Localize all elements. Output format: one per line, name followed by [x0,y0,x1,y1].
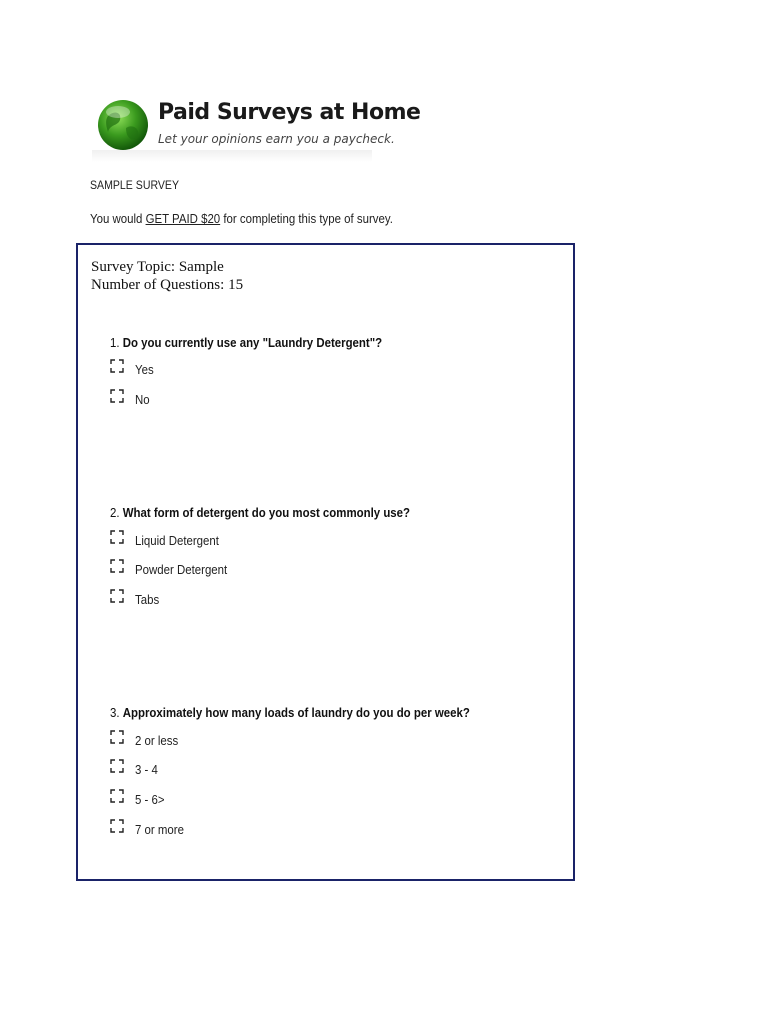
option-label: 3 - 4 [135,762,158,777]
option-label: Tabs [135,592,160,607]
option-label: Liquid Detergent [135,533,219,548]
question-number: 2. [110,505,120,520]
intro-emphasis: GET PAID $20 [145,211,221,226]
checkbox-icon[interactable] [110,819,124,833]
checkbox-icon[interactable] [110,559,124,573]
checkbox-icon[interactable] [110,730,124,744]
intro-before: You would [90,211,146,226]
option-label: No [135,392,150,407]
question-count: Number of Questions: 15 [91,277,244,293]
option-label: 2 or less [135,733,179,748]
option-label: 7 or more [135,822,184,837]
question-text: What form of detergent do you most commonly use? [122,505,411,520]
logo-title: Paid Surveys at Home [158,100,421,125]
checkbox-icon[interactable] [110,789,124,803]
survey-box [76,243,575,881]
option-label: Yes [135,362,154,377]
question-text: Do you currently use any "Laundry Detergent"? [122,335,383,350]
survey-topic: Survey Topic: Sample [91,259,224,275]
checkbox-icon[interactable] [110,359,124,373]
checkbox-icon[interactable] [110,759,124,773]
checkbox-icon[interactable] [110,589,124,603]
question-text: Approximately how many loads of laundry do you do per week? [122,705,470,720]
question-3 [110,705,470,720]
option-label: Powder Detergent [135,562,228,577]
question-1 [110,335,382,350]
checkbox-icon[interactable] [110,389,124,403]
globe-icon [96,98,150,152]
page-heading: SAMPLE SURVEY [90,178,180,192]
checkbox-icon[interactable] [110,530,124,544]
intro-text [90,211,393,226]
question-2 [110,505,410,520]
option-label: 5 - 6> [135,792,165,807]
question-number: 3. [110,705,120,720]
logo [92,96,421,162]
intro-after: for completing this type of survey. [220,211,393,226]
logo-tagline: Let your opinions earn you a paycheck. [158,132,395,146]
question-number: 1. [110,335,120,350]
